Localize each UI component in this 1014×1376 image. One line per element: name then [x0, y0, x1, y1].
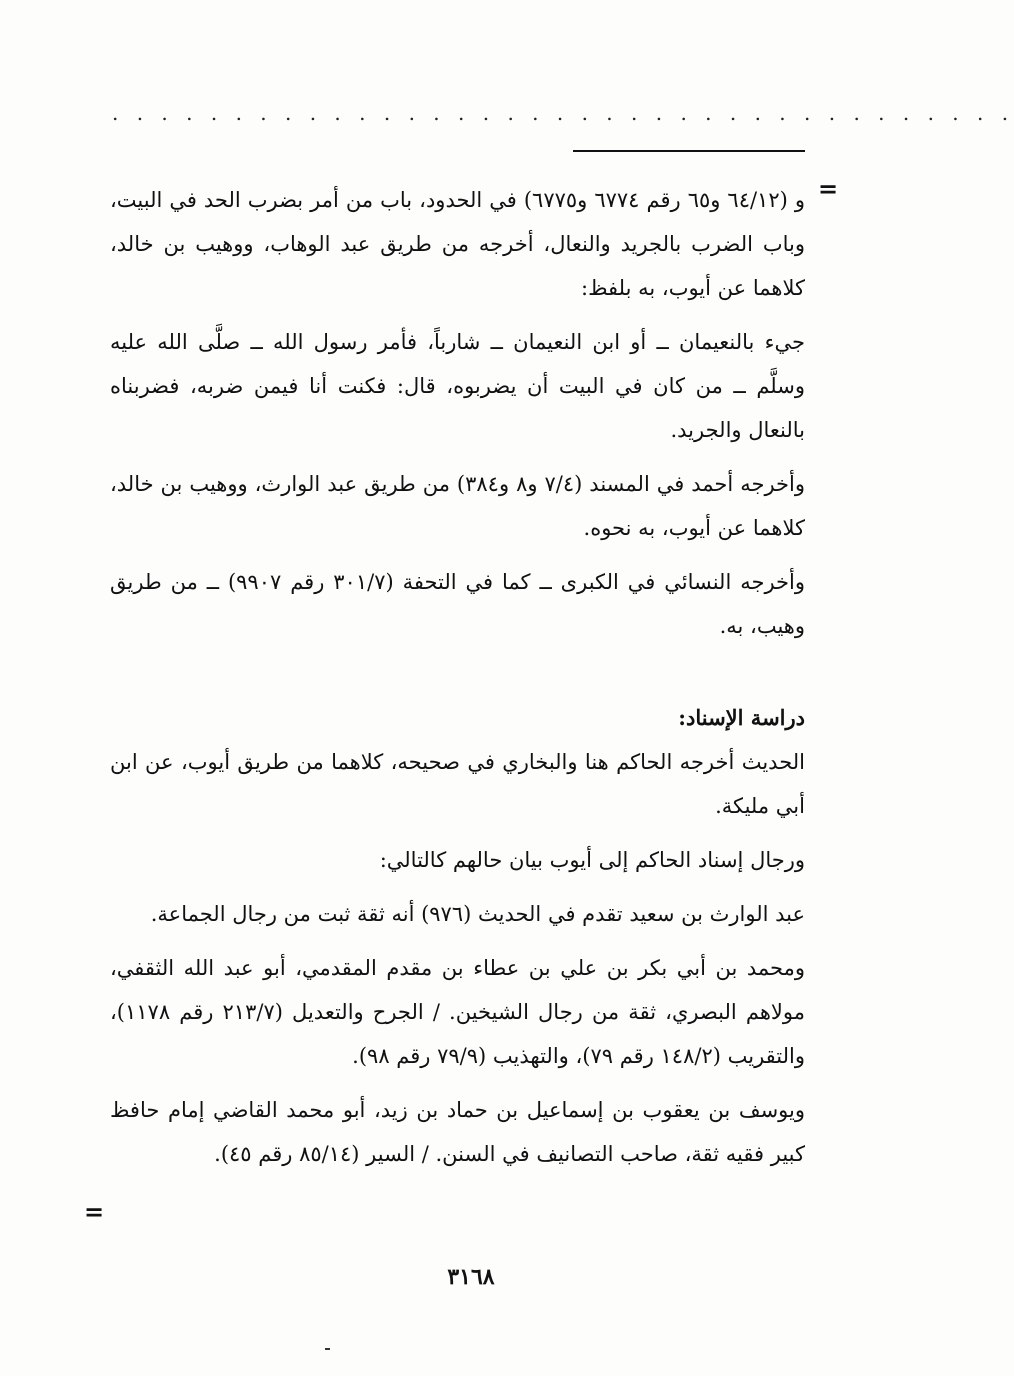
paragraph: وأخرجه النسائي في الكبرى ــ كما في التحفة (٣٠١/٧ رقم ٩٩٠٧) ــ من طريق وهيب، به.	[110, 570, 805, 638]
paragraph: وأخرجه أحمد في المسند (٧/٤ و٨ و٣٨٤) من طريق عبد الوارث، ووهيب بن خالد، كلاهما عن أيوب، به نحوه.	[110, 472, 805, 540]
body-text	[110, 178, 805, 1186]
print-mark	[325, 1348, 330, 1350]
paragraph: الحديث أخرجه الحاكم هنا والبخاري في صحيحه، كلاهما من طريق أيوب، عن ابن أبي مليكة.	[110, 750, 805, 818]
paragraph: ومحمد بن أبي بكر بن علي بن عطاء بن مقدم المقدمي، أبو عبد الله الثقفي، مولاهم البصري، ثقة من رجال الشيخين. / الجرح والتعديل (٢١٣/٧ رقم ١١٧٨)، والتقريب (١٤٨/٢ رقم ٧٩)، والتهذيب (٧٩/٩ رقم ٩٨).	[110, 956, 805, 1068]
section-heading: دراسة الإسناد:	[678, 705, 805, 730]
footnote-rule	[573, 150, 805, 152]
continuation-marker-bottom: =	[84, 1197, 105, 1226]
dotted-separator: . . . . . . . . . . . . . . . . . . . . . . . . . . . . . . . . . . . . .	[112, 101, 1014, 125]
page-number: ٣١٦٨	[447, 1264, 495, 1290]
paragraph: عبد الوارث بن سعيد تقدم في الحديث (٩٧٦) أنه ثقة ثبت من رجال الجماعة.	[150, 902, 805, 926]
paragraph: ورجال إسناد الحاكم إلى أيوب بيان حالهم كالتالي:	[379, 848, 805, 872]
paragraph: و (٦٤/١٢ و٦٥ رقم ٦٧٧٤ و٦٧٧٥) في الحدود، باب من أمر بضرب الحد في البيت، وباب الضرب بالجريد والنعال، أخرجه من طريق عبد الوهاب، ووهيب بن خالد، كلاهما عن أيوب، به بلفظ:	[110, 188, 805, 300]
paragraph: جيء بالنعيمان ــ أو ابن النعيمان ــ شارباً، فأمر رسول الله ــ صلَّى الله عليه وسلَّم ــ من كان في البيت أن يضربوه، قال: فكنت أنا فيمن ضربه، فضربناه بالنعال والجريد.	[110, 330, 805, 442]
paragraph: ويوسف بن يعقوب بن إسماعيل بن حماد بن زيد، أبو محمد القاضي إمام حافظ كبير فقيه ثقة، صاحب التصانيف في السنن. / السير (٨٥/١٤ رقم ٤٥).	[110, 1098, 805, 1166]
continuation-marker-top: =	[818, 174, 839, 203]
